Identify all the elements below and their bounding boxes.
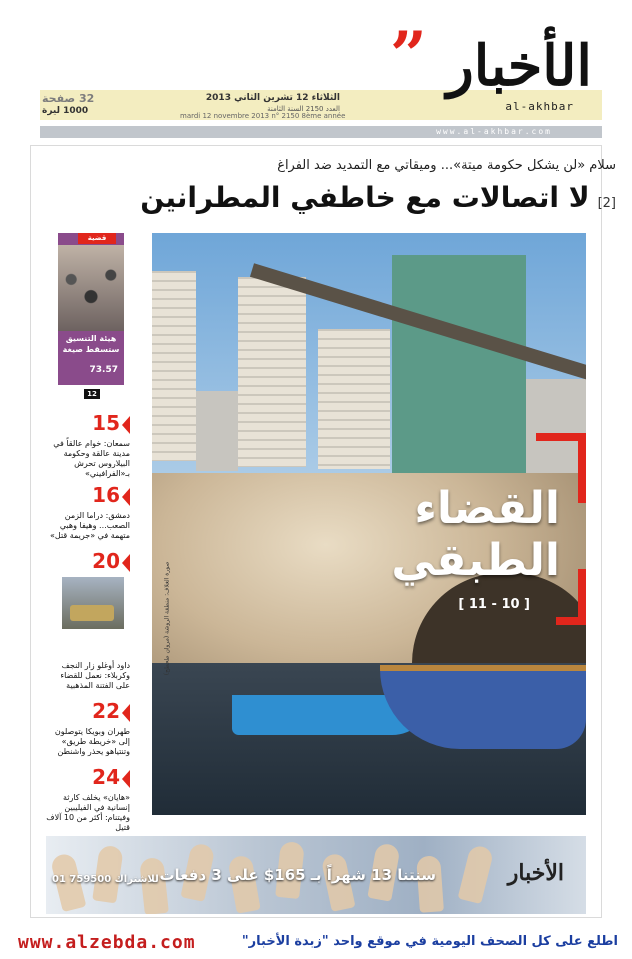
- item-text: دمشق: دراما الزمن الصعب... وهيفا وهبي متهمة في «جريمة قتل»: [49, 511, 130, 540]
- main-photo: [152, 233, 586, 815]
- newspaper-logo: [312, 18, 592, 124]
- footer-url-link[interactable]: www.alzebda.com: [18, 932, 196, 953]
- item-page-number: 20: [92, 549, 120, 573]
- red-arrow-icon: [122, 704, 130, 722]
- ad-logo: الأخبار: [507, 860, 564, 886]
- footer-banner: [0, 928, 632, 959]
- tank-icon: [70, 605, 114, 621]
- raised-hand-icon: [458, 844, 495, 904]
- ad-subscribe-phone: للاشتراك 759500 01: [52, 874, 159, 885]
- issue-date-french: mardi 12 novembre 2013 n° 2150 8ème année: [180, 112, 346, 120]
- raised-hand-icon: [227, 854, 260, 913]
- main-headline: [140, 180, 616, 222]
- feature-thumbnail[interactable]: [58, 233, 124, 385]
- photo-credit: صورة الغلاف: منطقة الروشة (مروان طحطح): [163, 561, 171, 676]
- subscription-ad[interactable]: [46, 836, 586, 914]
- raised-hand-icon: [416, 855, 444, 913]
- item-page-number: 15: [92, 411, 120, 435]
- item-page-number: 24: [92, 765, 120, 789]
- item-thumbnail: [62, 577, 124, 629]
- red-arrow-icon: [122, 770, 130, 788]
- logo-quote-mark-icon: ”: [390, 18, 427, 93]
- title-red-bar-side: [578, 433, 586, 503]
- issue-number-arabic: العدد 2150 السنة الثامنة: [267, 105, 340, 113]
- headline-page-ref: [2]: [597, 196, 616, 211]
- logo-wordmark: الأخبار: [446, 33, 592, 99]
- photo-building: [318, 329, 390, 469]
- photo-building: [526, 379, 586, 475]
- feature-caption: هيئة التنسيق ستسقط صيغة: [62, 334, 120, 354]
- main-story-title: القضاء الطبقي: [391, 483, 560, 586]
- red-arrow-icon: [122, 554, 130, 572]
- feature-figure: 73.57: [89, 365, 118, 375]
- website-url[interactable]: www.al-akhbar.com: [436, 127, 552, 136]
- main-story-pages: [ 10 - 11 ]: [458, 597, 530, 612]
- headline-subhead: سلام «لن يشكل حكومة ميتة»... وميقاتي مع التمديد ضد الفراغ: [277, 158, 616, 173]
- ad-offer: سنتنا 13 شهراً بـ 165$ على 3 دفعات: [159, 866, 436, 884]
- feature-page-number: 12: [84, 389, 100, 399]
- red-arrow-icon: [122, 488, 130, 506]
- page-count: 32 صفحة: [42, 92, 95, 105]
- left-column: [46, 233, 134, 832]
- issue-date-arabic: الثلاثاء 12 تشرين الثاني 2013: [205, 93, 340, 103]
- url-band: [40, 126, 602, 138]
- footer-tagline: اطلع على كل الصحف اليومية في موقع واحد "زبدة الأخبار": [241, 934, 618, 949]
- title-red-bar-bottom: [556, 617, 586, 625]
- headline-text: لا اتصالات مع خاطفي المطرانين: [140, 181, 590, 214]
- feature-photo: [58, 245, 124, 331]
- item-text: «هايان» يخلف كارثة إنسانية في الفيليبين وفيتنام: أكثر من 10 آلاف قتيل: [46, 793, 130, 832]
- photo-building: [238, 277, 306, 467]
- red-arrow-icon: [122, 416, 130, 434]
- item-text: طهران وبويكا يتوصلون إلى «خريطة طريق» وتنتياهو يحذر واشنطن: [54, 727, 130, 756]
- masthead: [30, 18, 602, 142]
- logo-latin: al-akhbar: [505, 100, 574, 113]
- item-page-number: 22: [92, 699, 120, 723]
- item-page-number: 16: [92, 483, 120, 507]
- price: 1000 ليرة: [42, 106, 89, 116]
- item-text: سمعان: خوام عالقاً في مدينة عالقة وحكومة البيلاروس تحرش بـ«الفرافيني»: [53, 439, 130, 478]
- photo-building: [196, 391, 238, 471]
- item-text: داود أوغلو زار النجف وكربلاء: نعمل للقضاء على الفتنة المذهبية: [60, 661, 130, 690]
- feature-tag: قضية: [78, 233, 116, 244]
- photo-building-glass: [392, 255, 526, 475]
- photo-building: [152, 271, 196, 461]
